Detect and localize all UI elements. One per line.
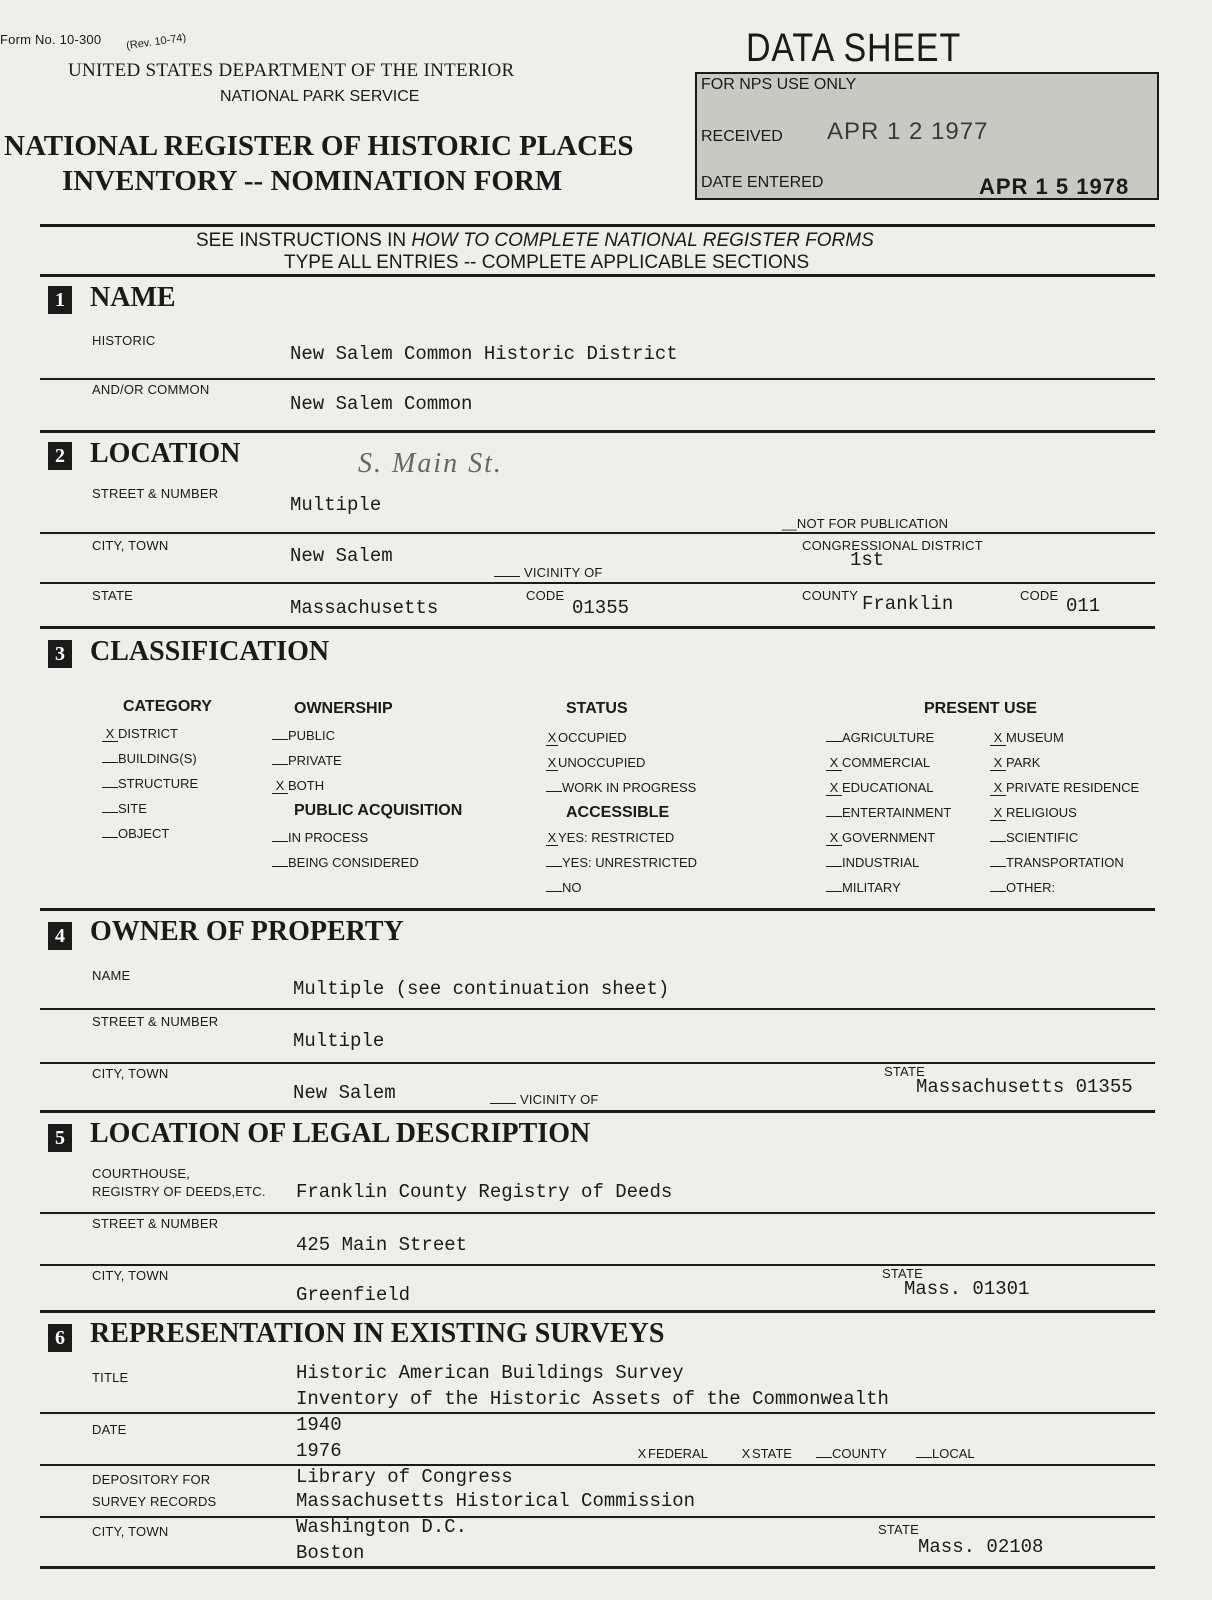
- option-both[interactable]: [272, 778, 324, 794]
- street-label: STREET & NUMBER: [92, 486, 219, 501]
- check-mark: X: [826, 780, 842, 796]
- option-private[interactable]: [272, 753, 342, 768]
- owner-city-label: CITY, TOWN: [92, 1066, 169, 1081]
- option-label: SCIENTIFIC: [1006, 830, 1079, 845]
- section-number: 1: [48, 286, 72, 314]
- check-mark: X: [741, 1446, 751, 1461]
- survey-title-2: Inventory of the Historic Assets of the Commonwealth: [296, 1388, 889, 1410]
- option-structure[interactable]: [102, 776, 198, 791]
- county-code-label: CODE: [1020, 588, 1059, 603]
- check-mark: X: [272, 778, 288, 794]
- section-title-legal-description: LOCATION OF LEGAL DESCRIPTION: [90, 1118, 591, 1149]
- option-being-considered[interactable]: [272, 855, 419, 870]
- survey-city-1: Washington D.C.: [296, 1516, 468, 1538]
- check-mark: X: [547, 755, 557, 770]
- option-label: PRIVATE RESIDENCE: [1006, 780, 1140, 795]
- divider: [40, 1412, 1155, 1414]
- option-work-in-progress[interactable]: [546, 780, 696, 795]
- check-mark: X: [990, 755, 1006, 771]
- county-code-value: 011: [1066, 595, 1101, 617]
- instructions-line2: TYPE ALL ENTRIES -- COMPLETE APPLICABLE SECTIONS: [284, 252, 810, 273]
- option-district[interactable]: [102, 726, 178, 742]
- status-heading: STATUS: [566, 700, 628, 717]
- option-no[interactable]: [546, 880, 582, 895]
- divider: [40, 1566, 1155, 1569]
- option-label: STRUCTURE: [118, 776, 199, 791]
- option-museum[interactable]: [990, 730, 1064, 746]
- survey-date-1: 1940: [296, 1414, 342, 1436]
- divider: [40, 1062, 1155, 1064]
- option-label: PUBLIC: [288, 728, 335, 743]
- divider: [40, 378, 1155, 380]
- form-number: Form No. 10-300: [0, 32, 102, 47]
- survey-city-2: Boston: [296, 1542, 365, 1564]
- county-label: COUNTY: [802, 588, 859, 603]
- option-yes-unrestricted[interactable]: [546, 855, 697, 870]
- check-mark: X: [990, 730, 1006, 746]
- registry-label: REGISTRY OF DEEDS,ETC.: [92, 1184, 266, 1199]
- courthouse-value: Franklin County Registry of Deeds: [296, 1181, 673, 1203]
- option-state[interactable]: [740, 1446, 792, 1461]
- option-label: PARK: [1006, 755, 1041, 770]
- option-label: COUNTY: [832, 1446, 887, 1461]
- option-label: PRIVATE: [288, 753, 342, 768]
- option-transportation[interactable]: [990, 855, 1124, 870]
- option-label: COMMERCIAL: [842, 755, 931, 770]
- option-object[interactable]: [102, 826, 169, 841]
- public-acquisition-heading: PUBLIC ACQUISITION: [294, 802, 463, 819]
- option-label: GOVERNMENT: [842, 830, 936, 845]
- historic-name-value: New Salem Common Historic District: [290, 343, 678, 365]
- option-label: OTHER:: [1006, 880, 1056, 895]
- form-revision: (Rev. 10-74): [125, 31, 187, 53]
- handwritten-note: S. Main St.: [358, 448, 503, 479]
- section-title-name: NAME: [90, 282, 176, 313]
- option-in-process[interactable]: [272, 830, 368, 845]
- historic-label: HISTORIC: [92, 333, 156, 348]
- owner-street-label: STREET & NUMBER: [92, 1014, 219, 1029]
- state-label: STATE: [92, 588, 133, 603]
- option-label: EDUCATIONAL: [842, 780, 934, 795]
- option-label: BOTH: [288, 778, 325, 793]
- section-title-owner: OWNER OF PROPERTY: [90, 916, 404, 947]
- divider: [40, 1008, 1155, 1010]
- option-military[interactable]: [826, 880, 901, 895]
- option-county[interactable]: [816, 1446, 887, 1461]
- option-label: YES: UNRESTRICTED: [562, 855, 698, 870]
- option-label: AGRICULTURE: [842, 730, 935, 745]
- divider: [40, 532, 1155, 534]
- category-heading: CATEGORY: [123, 698, 212, 715]
- instructions-link-text: HOW TO COMPLETE NATIONAL REGISTER FORMS: [411, 230, 874, 251]
- date-entered-label: DATE ENTERED: [701, 174, 824, 191]
- option-entertainment[interactable]: [826, 805, 951, 820]
- divider: [40, 1310, 1155, 1313]
- form-title: NATIONAL REGISTER OF HISTORIC PLACES: [4, 130, 634, 162]
- option-label: BUILDING(S): [118, 751, 197, 766]
- code-label: CODE: [526, 588, 565, 603]
- option-label: OBJECT: [118, 826, 170, 841]
- option-government[interactable]: [826, 830, 935, 846]
- option-other[interactable]: [990, 880, 1055, 895]
- option-park[interactable]: [990, 755, 1040, 771]
- option-label: MILITARY: [842, 880, 901, 895]
- legal-state-label: STATE: [882, 1266, 923, 1281]
- option-label: UNOCCUPIED: [558, 755, 646, 770]
- option-label: FEDERAL: [648, 1446, 708, 1461]
- survey-state-label: STATE: [878, 1522, 919, 1537]
- option-unoccupied[interactable]: [546, 755, 645, 771]
- divider: [40, 274, 1155, 277]
- option-public[interactable]: [272, 728, 335, 743]
- section-number: 2: [48, 442, 72, 470]
- option-religious[interactable]: [990, 805, 1077, 821]
- divider: [40, 908, 1155, 911]
- option-site[interactable]: [102, 801, 147, 816]
- common-label: AND/OR COMMON: [92, 382, 210, 397]
- owner-name-value: Multiple (see continuation sheet): [293, 978, 670, 1000]
- owner-state-value: Massachusetts 01355: [916, 1076, 1133, 1098]
- instructions-line1: [196, 230, 874, 252]
- option-educational[interactable]: [826, 780, 934, 796]
- vicinity-text: VICINITY OF: [524, 565, 603, 580]
- legal-city-label: CITY, TOWN: [92, 1268, 169, 1283]
- received-label: RECEIVED: [701, 128, 783, 145]
- option-label: INDUSTRIAL: [842, 855, 920, 870]
- divider: [40, 1264, 1155, 1266]
- survey-state-value: Mass. 02108: [918, 1536, 1044, 1558]
- survey-title-1: Historic American Buildings Survey: [296, 1362, 684, 1384]
- section-title-classification: CLASSIFICATION: [90, 636, 330, 667]
- option-label: IN PROCESS: [288, 830, 369, 845]
- option-label: LOCAL: [932, 1446, 975, 1461]
- instructions-prefix: SEE INSTRUCTIONS IN: [196, 230, 412, 251]
- option-label: STATE: [752, 1446, 792, 1461]
- state-value: Massachusetts: [290, 597, 439, 619]
- street-value: Multiple: [290, 494, 382, 516]
- department-name: UNITED STATES DEPARTMENT OF THE INTERIOR: [68, 60, 515, 81]
- legal-city-value: Greenfield: [296, 1284, 411, 1306]
- option-label: OCCUPIED: [558, 730, 627, 745]
- accessible-heading: ACCESSIBLE: [566, 804, 670, 821]
- check-mark: X: [826, 830, 842, 846]
- option-label: TRANSPORTATION: [1006, 855, 1124, 870]
- option-industrial[interactable]: [826, 855, 919, 870]
- depository-label-1: DEPOSITORY FOR: [92, 1472, 211, 1487]
- section-number: 5: [48, 1124, 72, 1152]
- option-yes-restricted[interactable]: [546, 830, 674, 846]
- option-buildings[interactable]: [102, 751, 197, 766]
- option-label: YES: RESTRICTED: [558, 830, 675, 845]
- section-number: 3: [48, 640, 72, 668]
- divider: [40, 1110, 1155, 1113]
- section-number: 4: [48, 922, 72, 950]
- option-label: DISTRICT: [118, 726, 178, 741]
- option-label: SITE: [118, 801, 147, 816]
- check-mark: X: [990, 780, 1006, 796]
- vicinity-of: [494, 565, 603, 580]
- owner-vicinity-of: [490, 1092, 599, 1107]
- check-mark: X: [826, 755, 842, 771]
- form-subtitle: INVENTORY -- NOMINATION FORM: [62, 165, 563, 197]
- city-value: New Salem: [290, 545, 393, 567]
- courthouse-label: COURTHOUSE,: [92, 1166, 191, 1181]
- check-mark: X: [547, 830, 557, 845]
- option-occupied[interactable]: [546, 730, 627, 746]
- owner-street-value: Multiple: [293, 1030, 385, 1052]
- nps-box-title: FOR NPS USE ONLY: [701, 76, 857, 93]
- legal-state-value: Mass. 01301: [904, 1278, 1030, 1300]
- option-label: NO: [562, 880, 582, 895]
- state-code-value: 01355: [572, 597, 630, 619]
- option-private-residence[interactable]: [990, 780, 1139, 796]
- vicinity-text: VICINITY OF: [520, 1092, 599, 1107]
- option-commercial[interactable]: [826, 755, 930, 771]
- section-title-location: LOCATION: [90, 438, 241, 469]
- divider: [40, 224, 1155, 227]
- data-sheet-stamp: DATA SHEET: [746, 26, 962, 70]
- present-use-heading: PRESENT USE: [924, 700, 1037, 717]
- legal-street-label: STREET & NUMBER: [92, 1216, 219, 1231]
- divider: [40, 582, 1155, 584]
- option-label: WORK IN PROGRESS: [562, 780, 697, 795]
- service-name: NATIONAL PARK SERVICE: [220, 88, 420, 105]
- option-scientific[interactable]: [990, 830, 1078, 845]
- legal-street-value: 425 Main Street: [296, 1234, 468, 1256]
- check-mark: X: [990, 805, 1006, 821]
- depository-label-2: SURVEY RECORDS: [92, 1494, 217, 1509]
- option-label: BEING CONSIDERED: [288, 855, 419, 870]
- check-mark: X: [102, 726, 118, 742]
- divider: [40, 430, 1155, 433]
- option-label: RELIGIOUS: [1006, 805, 1077, 820]
- received-stamp: APR 1 2 1977: [827, 118, 989, 145]
- survey-title-label: TITLE: [92, 1370, 129, 1385]
- option-federal[interactable]: [636, 1446, 708, 1461]
- depository-value-1: Library of Congress: [296, 1466, 513, 1488]
- survey-date-2: 1976: [296, 1440, 342, 1462]
- divider: [40, 1516, 1155, 1518]
- divider: [40, 1212, 1155, 1214]
- date-entered-stamp: APR 1 5 1978: [979, 174, 1130, 199]
- survey-date-label: DATE: [92, 1422, 127, 1437]
- owner-state-label: STATE: [884, 1064, 925, 1079]
- owner-city-value: New Salem: [293, 1082, 396, 1104]
- check-mark: X: [547, 730, 557, 745]
- depository-value-2: Massachusetts Historical Commission: [296, 1490, 696, 1512]
- section-title-surveys: REPRESENTATION IN EXISTING SURVEYS: [90, 1318, 665, 1349]
- congressional-value: 1st: [850, 549, 885, 571]
- survey-city-label: CITY, TOWN: [92, 1524, 169, 1539]
- county-value: Franklin: [862, 593, 954, 615]
- common-name-value: New Salem Common: [290, 393, 473, 415]
- ownership-heading: OWNERSHIP: [294, 700, 393, 717]
- check-mark: X: [637, 1446, 647, 1461]
- option-agriculture[interactable]: [826, 730, 934, 745]
- option-label: ENTERTAINMENT: [842, 805, 952, 820]
- not-for-publication: __NOT FOR PUBLICATION: [782, 516, 949, 531]
- option-label: MUSEUM: [1006, 730, 1064, 745]
- nps-use-box: [695, 72, 1159, 200]
- owner-name-label: NAME: [92, 968, 131, 983]
- city-label: CITY, TOWN: [92, 538, 169, 553]
- divider: [40, 626, 1155, 629]
- congressional-label: CONGRESSIONAL DISTRICT: [802, 538, 983, 553]
- option-local[interactable]: [916, 1446, 975, 1461]
- section-number: 6: [48, 1324, 72, 1352]
- divider: [40, 1464, 1155, 1466]
